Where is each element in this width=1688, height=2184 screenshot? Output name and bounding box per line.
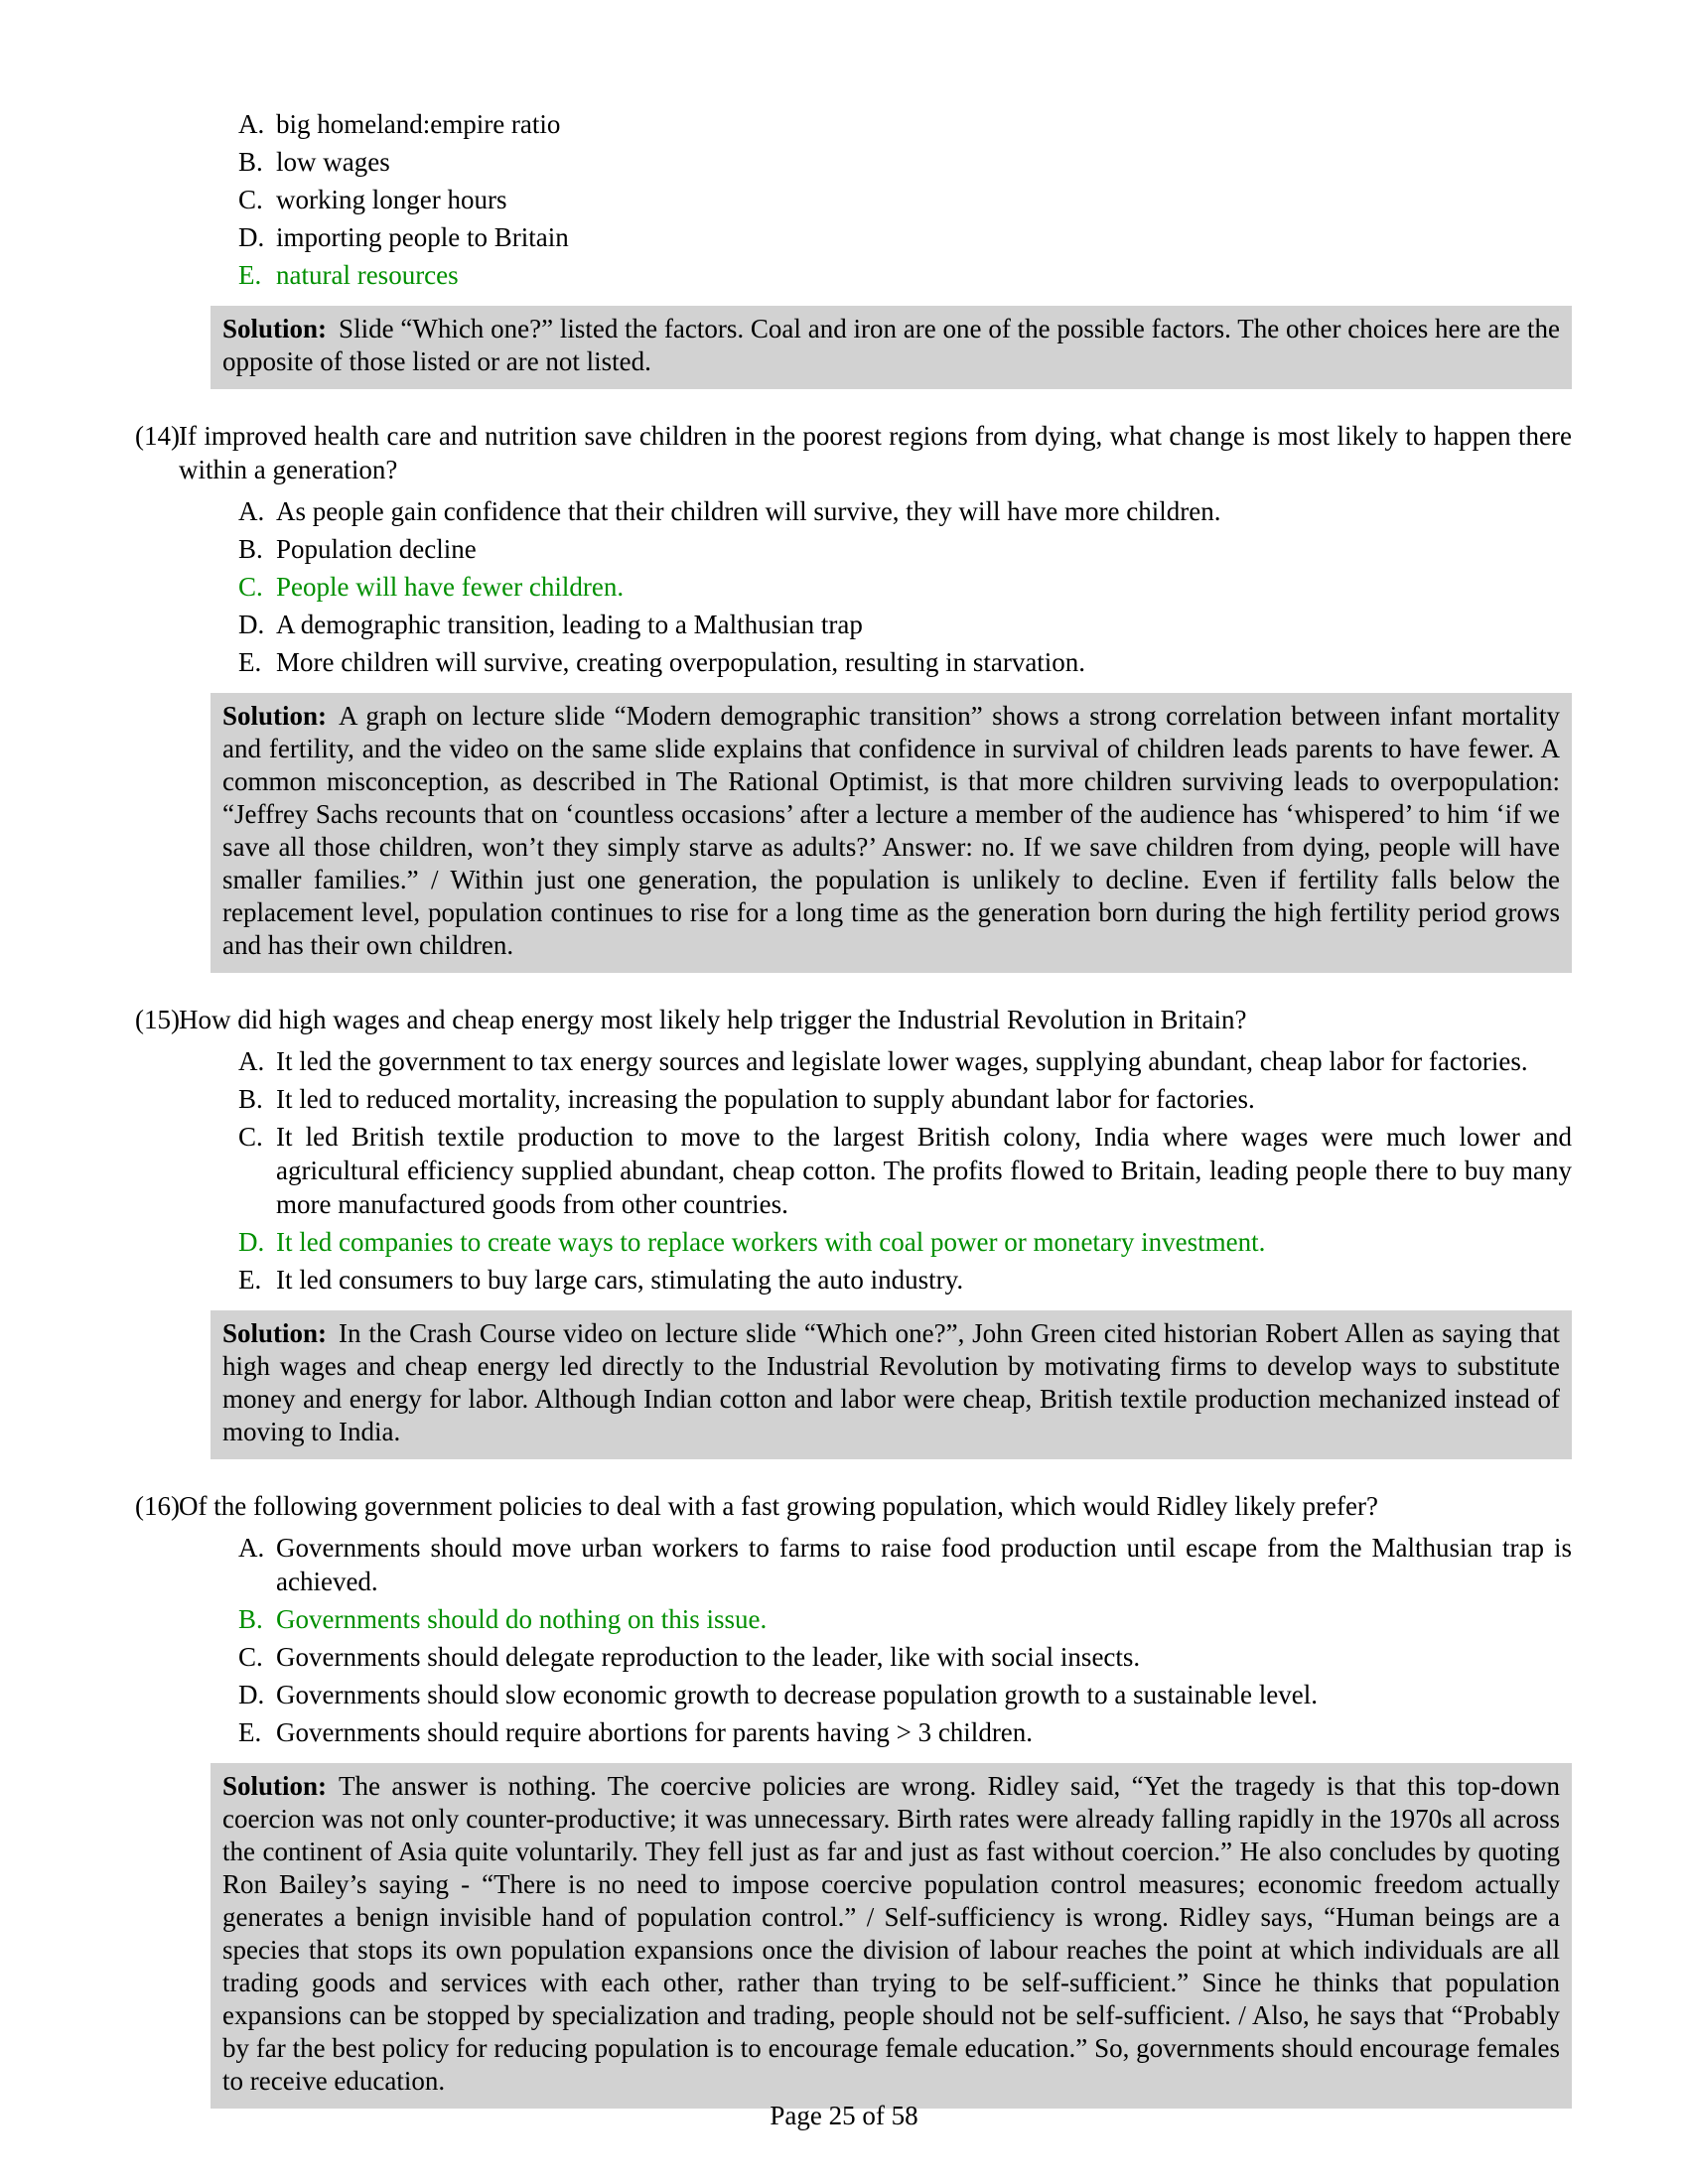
option-text: It led the government to tax energy sources and legislate lower wages, supplying abundant, cheap labor for factories.	[276, 1046, 1528, 1076]
option-label: A.	[238, 1533, 265, 1563]
option-item	[238, 1120, 1572, 1221]
option-item	[238, 494, 1572, 528]
option-text: Governments should move urban workers to farms to raise food production until escape from the Malthusian trap is achieved.	[276, 1533, 1572, 1596]
solution-box	[211, 1310, 1572, 1459]
solution-label: Solution:	[222, 1318, 328, 1348]
option-item	[238, 532, 1572, 566]
option-label: D.	[238, 1227, 265, 1257]
solution-box	[211, 1763, 1572, 2109]
option-text: big homeland:empire ratio	[276, 109, 561, 139]
options-list	[0, 1044, 1688, 1297]
option-item	[238, 107, 1572, 141]
solution-label: Solution:	[222, 1771, 328, 1801]
options-list	[0, 494, 1688, 679]
option-label: E.	[238, 647, 262, 677]
question-number: (14)	[135, 421, 180, 451]
solution-text: A graph on lecture slide “Modern demographic transition” shows a strong correlation between infant mortality and fertility, and the video on the same slide explains that confidence in survival of children leads parents to have fewer. A common misconception, as described in The Rational Optimist, is that more children surviving leads to overpopulation: “Jeffrey Sachs recounts that on ‘countless occasions’ after a lecture a member of the audience has ‘whispered’ to him ‘if we save all those children, won’t they simply starve as adults?’ Answer: no. If we save children from dying, people will have smaller families.” / Within just one generation, the population is unlikely to decline. Even if fertility falls below the replacement level, population continues to rise for a long time as the generation born during the high fertility period grows and has their own children.	[222, 701, 1560, 960]
option-text: As people gain confidence that their children will survive, they will have more children.	[276, 496, 1221, 526]
option-item	[238, 1263, 1572, 1297]
option-label: B.	[238, 147, 263, 177]
solution-label: Solution:	[222, 701, 328, 731]
option-item	[238, 1640, 1572, 1674]
solution-box	[211, 306, 1572, 389]
options-list	[0, 1531, 1688, 1749]
solution-text: The answer is nothing. The coercive policies are wrong. Ridley said, “Yet the tragedy is that this top-down coercion was not only counter-productive; it was unnecessary. Birth rates were already falling rapidly in the 1970s all across the continent of Asia quite voluntarily. They fell just as far and just as fast without coercion.” He also concludes by quoting Ron Bailey’s saying - “There is no need to impose coercive population control measures; economic freedom actually generates a benign invisible hand of population control.” / Self-sufficiency is wrong. Ridley says, “Human beings are a species that stops its own population expansions once the division of labour reaches the point at which individuals are all trading goods and services with each other, rather than trying to be self-sufficient.” Since he thinks that population expansions can be stopped by specialization and trading, people should not be self-sufficient. / Also, he says that “Probably by far the best policy for reducing population is to encourage female education.” So, governments should encourage females to receive education.	[222, 1771, 1560, 2096]
options-list	[0, 107, 1688, 292]
option-label: A.	[238, 1046, 265, 1076]
option-label: C.	[238, 572, 263, 602]
page-footer: Page 25 of 58	[770, 2101, 918, 2130]
option-item-correct	[238, 1225, 1572, 1259]
option-text: Governments should delegate reproduction to the leader, like with social insects.	[276, 1642, 1141, 1672]
option-item	[238, 608, 1572, 641]
solution-label: Solution:	[222, 314, 328, 343]
option-label: E.	[238, 1265, 262, 1295]
option-label: D.	[238, 222, 265, 252]
option-label: D.	[238, 1680, 265, 1709]
option-label: A.	[238, 496, 265, 526]
option-label: C.	[238, 1122, 263, 1152]
option-item	[238, 1531, 1572, 1598]
option-item	[238, 183, 1572, 216]
solution-box	[211, 693, 1572, 973]
option-text: working longer hours	[276, 185, 507, 214]
option-item-correct	[238, 570, 1572, 604]
question-number: (16)	[135, 1491, 180, 1521]
option-text: Governments should do nothing on this issue.	[276, 1604, 768, 1634]
question-body: If improved health care and nutrition save children in the poorest regions from dying, what change is most likely to happen there within a generation?	[179, 421, 1572, 484]
option-label: C.	[238, 185, 263, 214]
option-label: C.	[238, 1642, 263, 1672]
option-item	[238, 220, 1572, 254]
solution-text: In the Crash Course video on lecture slide “Which one?”, John Green cited historian Robert Allen as saying that high wages and cheap energy led directly to the Industrial Revolution by motivating firms to develop ways to substitute money and energy for labor. Although Indian cotton and labor were cheap, British textile production mechanized instead of moving to India.	[222, 1318, 1560, 1446]
option-label: E.	[238, 260, 262, 290]
option-label: B.	[238, 1604, 263, 1634]
option-item-correct	[238, 258, 1572, 292]
question-text	[135, 1489, 1572, 1523]
option-text: It led British textile production to move to the largest British colony, India where wages were much lower and agricultural efficiency supplied abundant, cheap cotton. The profits flowed to Britain, leading people there to buy many more manufactured goods from other countries.	[276, 1122, 1572, 1219]
option-item	[238, 145, 1572, 179]
solution-text: Slide “Which one?” listed the factors. Coal and iron are one of the possible factors. The other choices here are the opposite of those listed or are not listed.	[222, 314, 1560, 376]
question-body: How did high wages and cheap energy most likely help trigger the Industrial Revolution in Britain?	[179, 1005, 1247, 1034]
option-item	[238, 1044, 1572, 1078]
option-label: B.	[238, 1084, 263, 1114]
option-text: More children will survive, creating overpopulation, resulting in starvation.	[276, 647, 1086, 677]
option-text: low wages	[276, 147, 390, 177]
option-item-correct	[238, 1602, 1572, 1636]
option-item	[238, 645, 1572, 679]
question-body: Of the following government policies to deal with a fast growing population, which would Ridley likely prefer?	[179, 1491, 1378, 1521]
option-item	[238, 1715, 1572, 1749]
option-label: A.	[238, 109, 265, 139]
page-content	[0, 107, 1688, 2138]
question-text	[135, 419, 1572, 486]
option-label: E.	[238, 1717, 262, 1747]
option-label: D.	[238, 610, 265, 639]
option-text: A demographic transition, leading to a Malthusian trap	[276, 610, 863, 639]
option-text: It led companies to create ways to replace workers with coal power or monetary investment.	[276, 1227, 1266, 1257]
question-number: (15)	[135, 1005, 180, 1034]
option-text: Governments should slow economic growth to decrease population growth to a sustainable level.	[276, 1680, 1319, 1709]
question-text	[135, 1003, 1572, 1036]
option-label: B.	[238, 534, 263, 564]
option-text: People will have fewer children.	[276, 572, 625, 602]
option-text: Governments should require abortions for parents having > 3 children.	[276, 1717, 1034, 1747]
option-text: natural resources	[276, 260, 459, 290]
option-text: It led consumers to buy large cars, stimulating the auto industry.	[276, 1265, 964, 1295]
option-text: Population decline	[276, 534, 477, 564]
option-text: importing people to Britain	[276, 222, 569, 252]
option-item	[238, 1678, 1572, 1711]
option-item	[238, 1082, 1572, 1116]
option-text: It led to reduced mortality, increasing the population to supply abundant labor for factories.	[276, 1084, 1255, 1114]
